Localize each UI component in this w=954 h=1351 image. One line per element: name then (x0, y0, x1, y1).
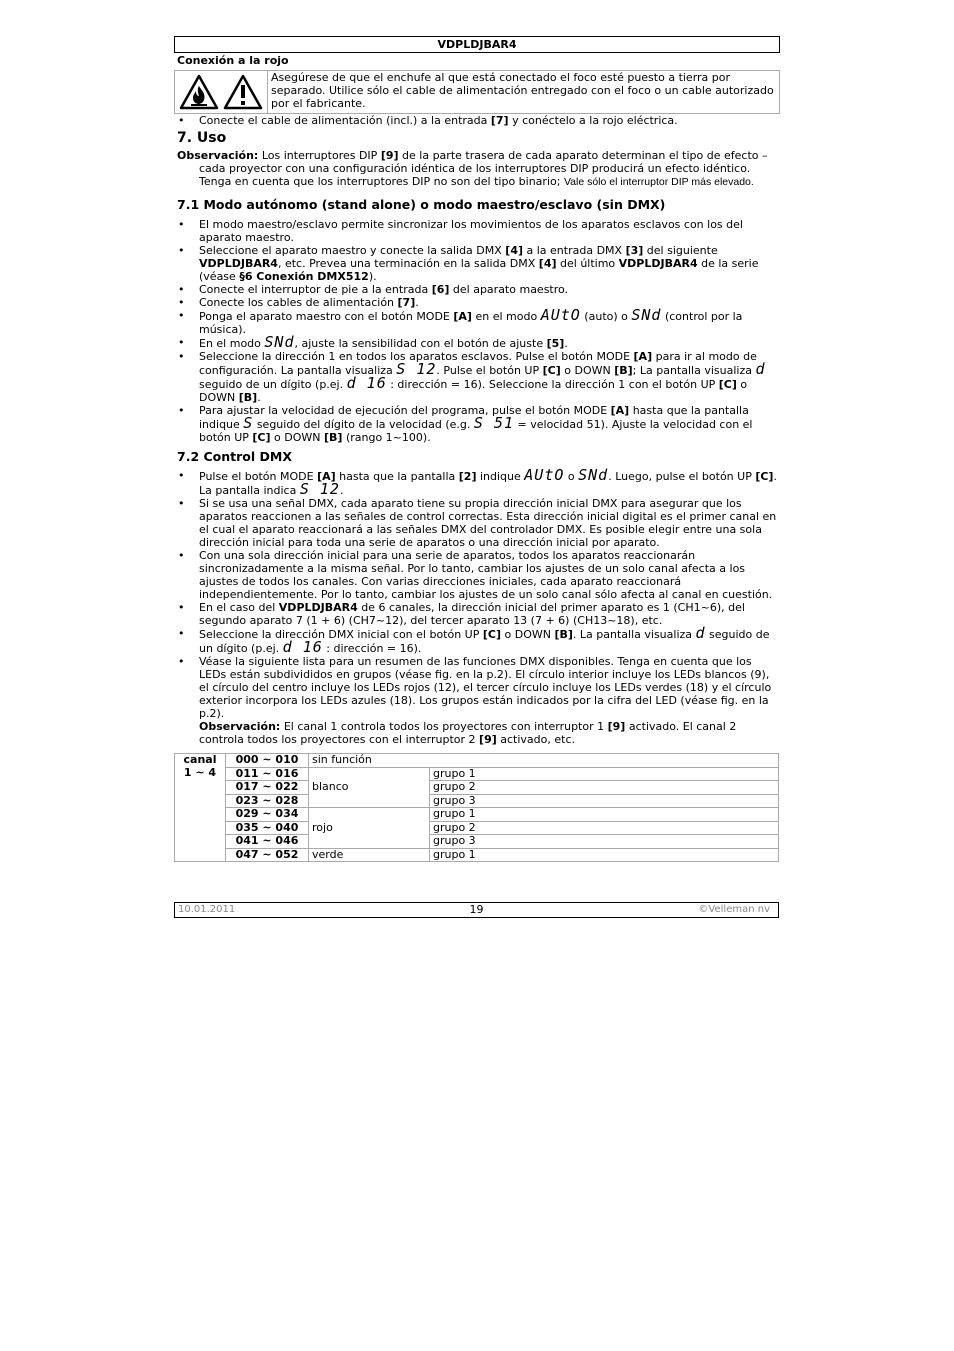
lcd-display-text: SNd (578, 466, 609, 484)
range-cell: 035 ~ 040 (226, 821, 309, 835)
list-item: • Si se usa una señal DMX, cada aparato tiene su propia dirección inicial DMX para asegurar que los aparatos reaccionen a las señales de control correctas. Esta dirección inicial digital es el primer canal en el cual el aparato reaccionará a las señales DMX del controlador DMX. Es posible elegir entre una sola dirección inicial para toda una serie de aparatos o una dirección inicial por aparato. (174, 497, 780, 549)
lcd-display-text: d (755, 360, 766, 378)
group-cell: grupo 3 (430, 835, 779, 849)
list-item: • Pulse el botón MODE [A] hasta que la pantalla [2] indique AUtO o SNd. Luego, pulse el botón UP [C]. La pantalla indica S 12. (174, 469, 780, 497)
range-cell: 047 ~ 052 (226, 848, 309, 862)
color-cell: verde (309, 848, 430, 862)
warning-box (174, 70, 780, 114)
list-item: • Conecte el interruptor de pie a la entrada [6] del aparato maestro. (174, 283, 780, 296)
list-item: • Seleccione la dirección 1 en todos los aparatos esclavos. Pulse el botón MODE [A] para ir al modo de configuración. La pantalla visualiza S 12. Pulse el botón UP [C] o DOWN [B]; La pantalla visualiza d seguido de un dígito (p.ej. d 16 : dirección = 16). Seleccione la dirección 1 con el botón UP [C] o DOWN [B]. (174, 350, 780, 404)
group-cell: grupo 2 (430, 781, 779, 795)
caution-icon (223, 74, 263, 110)
list-item: • Ponga el aparato maestro con el botón MODE [A] en el modo AUtO (auto) o SNd (control por la música). (174, 309, 780, 336)
range-cell: 017 ~ 022 (226, 781, 309, 795)
function-cell: sin función (309, 754, 779, 768)
lcd-display-text: d 16 (282, 638, 323, 656)
range-cell: 011 ~ 016 (226, 767, 309, 781)
observation-note: Observación: Los interruptores DIP [9] de la parte trasera de cada aparato determinan el tipo de efecto – cada proyector con una configuración idéntica de los interruptores DIP producirá un efecto idéntico. Tenga en cuenta que los interruptores DIP no son del tipo binario; Vale sólo el interruptor DIP más elevado. (177, 149, 768, 188)
page-content (174, 36, 780, 862)
section-7-1-list (174, 218, 780, 444)
warning-icons (175, 71, 268, 113)
lcd-display-text: SNd (264, 333, 295, 351)
list-item: • Seleccione el aparato maestro y conecte la salida DMX [4] a la entrada DMX [3] del siguiente VDPLDJBAR4, etc. Prevea una terminación en la salida DMX [4] del último VDPLDJBAR4 de la serie (véase §6 Conexión DMX512). (174, 244, 780, 283)
group-cell: grupo 2 (430, 821, 779, 835)
lcd-display-text: d (695, 624, 706, 642)
list-item: • En el modo SNd, ajuste la sensibilidad con el botón de ajuste [5]. (174, 336, 780, 350)
list-item: • Seleccione la dirección DMX inicial con el botón UP [C] o DOWN [B]. La pantalla visualiza d seguido de un dígito (p.ej. d 16 : dirección = 16). (174, 627, 780, 655)
group-cell: grupo 1 (430, 808, 779, 822)
lcd-display-text: S (243, 414, 254, 432)
list-item: • Para ajustar la velocidad de ejecución del programa, pulse el botón MODE [A] hasta que la pantalla indique S seguido del dígito de la velocidad (e.g. S 51 = velocidad 51). Ajuste la velocidad con el botón UP [C] o DOWN [B] (rango 1~100). (174, 404, 780, 444)
page-footer (174, 902, 779, 918)
lcd-display-text: S 12 (396, 360, 437, 378)
lcd-display-text: AUtO (540, 306, 581, 324)
table-row (175, 781, 779, 795)
lcd-display-text: d 16 (346, 374, 387, 392)
list-item: • Con una sola dirección inicial para una serie de aparatos, todos los aparatos reaccionarán sincronizadamente a la misma señal. Por lo tanto, cambiar los ajustes de un solo canal afecta a los ajustes de todos los canales. Con varias direcciones iniciales, cada aparato reaccionará independientemente. Por lo tanto, cambiar los ajustes de un solo canal sólo afecta al canal en cuestión. (174, 549, 780, 601)
group-cell: grupo 1 (430, 848, 779, 862)
table-row (175, 808, 779, 822)
group-cell: grupo 3 (430, 794, 779, 808)
table-row (175, 835, 779, 849)
range-cell: 041 ~ 046 (226, 835, 309, 849)
footer-date: 10.01.2011 (178, 904, 236, 915)
lcd-display-text: S 12 (299, 480, 340, 498)
range-cell: 023 ~ 028 (226, 794, 309, 808)
table-row (175, 794, 779, 808)
range-cell: 029 ~ 034 (226, 808, 309, 822)
list-item: • En el caso del VDPLDJBAR4 de 6 canales, la dirección inicial del primer aparato es 1 (CH1~6), del segundo aparato 7 (1 + 6) (CH7~12), del tercer aparato 13 (7 + 6) (CH13~18), etc. (174, 601, 780, 627)
color-cell: rojo (309, 808, 430, 849)
page-number: 19 (469, 903, 484, 916)
table-row (175, 767, 779, 781)
lcd-display-text: SNd (631, 306, 662, 324)
lcd-display-text: S 51 (473, 414, 515, 432)
list-item: • Conecte los cables de alimentación [7]. (174, 296, 780, 309)
warning-text: Asegúrese de que el enchufe al que está conectado el foco esté puesto a tierra por separado. Utilice sólo el cable de alimentación entregado con el foco o un cable autorizado por el fabricante. (271, 71, 774, 110)
table-row (175, 821, 779, 835)
section-7-title: 7. Uso (177, 130, 227, 146)
group-cell: grupo 1 (430, 767, 779, 781)
section-7-1-title: 7.1 Modo autónomo (stand alone) o modo maestro/esclavo (sin DMX) (177, 197, 666, 212)
range-cell: 000 ~ 010 (226, 754, 309, 768)
connection-list (174, 114, 780, 127)
section-7-2-list (174, 466, 780, 746)
list-item: • El modo maestro/esclavo permite sincronizar los movimientos de los aparatos esclavos con los del aparato maestro. (174, 218, 780, 244)
color-cell: blanco (309, 767, 430, 808)
fire-hazard-icon (179, 74, 219, 110)
table-row (175, 754, 779, 768)
section-7-2-title: 7.2 Control DMX (177, 449, 292, 464)
list-item: • Véase la siguiente lista para un resumen de las funciones DMX disponibles. Tenga en cuenta que los LEDs están subdivididos en grupos (véase fig. en la p.2). El círculo interior incluye los LEDs blancos (9), el círculo del centro incluye los LEDs rojos (12), el tercer círculo incluye los LEDs verdes (18) y el círculo exterior incorpora los LEDs azules (18). Los grupos están indicados por la cifra del LED (véase fig. en la p.2). Observación: El canal 1 controla todos los proyectores con interruptor 1 [9] activado. El canal 2 controla todos los proyectores con el interruptor 2 [9] activado, etc. (174, 655, 780, 746)
list-item: • Conecte el cable de alimentación (incl.) a la entrada [7] y conéctelo a la rojo eléctrica. (174, 114, 780, 127)
page-header: VDPLDJBAR4 (174, 36, 780, 53)
footer-copyright: ©Velleman nv (698, 904, 770, 915)
dmx-table (174, 753, 779, 862)
channel-cell: canal 1 ~ 4 (175, 754, 226, 862)
lcd-display-text: AUtO (524, 466, 565, 484)
connection-title: Conexión a la rojo (177, 54, 289, 67)
table-row (175, 848, 779, 862)
